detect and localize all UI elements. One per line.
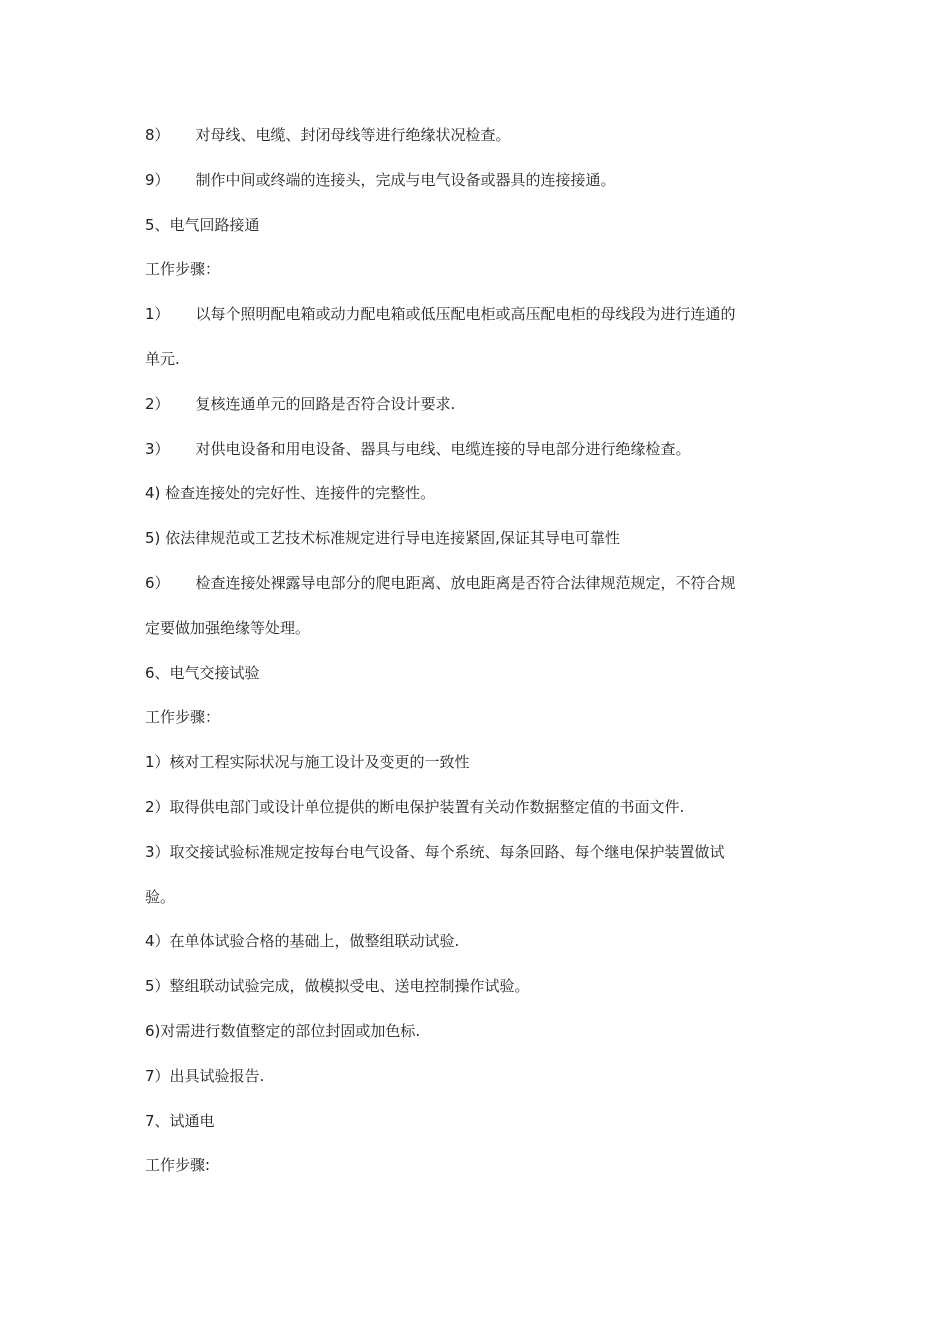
line-text: 6)对需进行数值整定的部位封固或加色标. [145,1021,421,1040]
line-text: 以每个照明配电箱或动力配电箱或低压配电柜或高压配电柜的母线段为进行连通的 [195,305,736,324]
list-number: 9） [145,170,170,189]
line-text: 7、试通电 [145,1111,215,1130]
line-text: 工作步骤： [145,708,221,727]
document-line [145,436,805,481]
document-line [145,615,805,660]
document-line [145,660,805,705]
document-line [145,1152,805,1197]
line-text: 5、电气回路接通 [145,215,260,234]
document-line [145,704,805,749]
document-line [145,794,805,839]
line-text: 4) 检查连接处的完好性、连接件的完整性。 [145,484,436,503]
line-text: 单元. [145,349,180,368]
document-line [145,973,805,1018]
line-text: 4）在单体试验合格的基础上，做整组联动试验. [145,932,460,951]
line-text: 2）取得供电部门或设计单位提供的断电保护装置有关动作数据整定值的书面文件. [145,797,685,816]
document-line [145,301,805,346]
document-line [145,391,805,436]
document-line [145,480,805,525]
document-line [145,839,805,884]
line-text: 5）整组联动试验完成，做模拟受电、送电控制操作试验。 [145,977,530,996]
line-text: 定要做加强绝缘等处理。 [145,618,311,637]
line-text: 检查连接处裸露导电部分的爬电距离、放电距离是否符合法律规范规定，不符合规 [195,573,736,592]
line-text: 对母线、电缆、封闭母线等进行绝缘状况检查。 [195,126,511,144]
list-number: 3） [145,439,170,458]
list-number: 1） [145,305,170,324]
document-line [145,346,805,391]
line-text: 3）取交接试验标准规定按每台电气设备、每个系统、每条回路、每个继电保护装置做试 [145,842,725,861]
line-text: 验。 [145,887,176,906]
document-line [145,122,805,167]
document-body [145,122,805,1197]
document-line [145,1063,805,1108]
document-line [145,884,805,929]
line-text: 工作步骤: [145,1156,211,1175]
list-number: 6） [145,573,170,592]
line-text: 制作中间或终端的连接头，完成与电气设备或器具的连接接通。 [195,170,616,189]
line-text: 对供电设备和用电设备、器具与电线、电缆连接的导电部分进行绝缘检查。 [195,439,691,458]
document-line [145,256,805,301]
document-line [145,928,805,973]
list-number: 8） [145,126,170,144]
line-text: 工作步骤： [145,260,221,279]
document-line [145,525,805,570]
line-text: 5) 依法律规范或工艺技术标准规定进行导电连接紧固,保证其导电可靠性 [145,529,620,548]
list-number: 2） [145,394,170,413]
document-line [145,1108,805,1153]
line-text: 7）出具试验报告. [145,1066,265,1085]
document-line [145,1018,805,1063]
line-text: 6、电气交接试验 [145,663,260,682]
document-line [145,212,805,257]
line-text: 1）核对工程实际状况与施工设计及变更的一致性 [145,753,470,772]
document-line [145,749,805,794]
document-line [145,167,805,212]
line-text: 复核连通单元的回路是否符合设计要求. [195,394,456,413]
document-line [145,570,805,615]
